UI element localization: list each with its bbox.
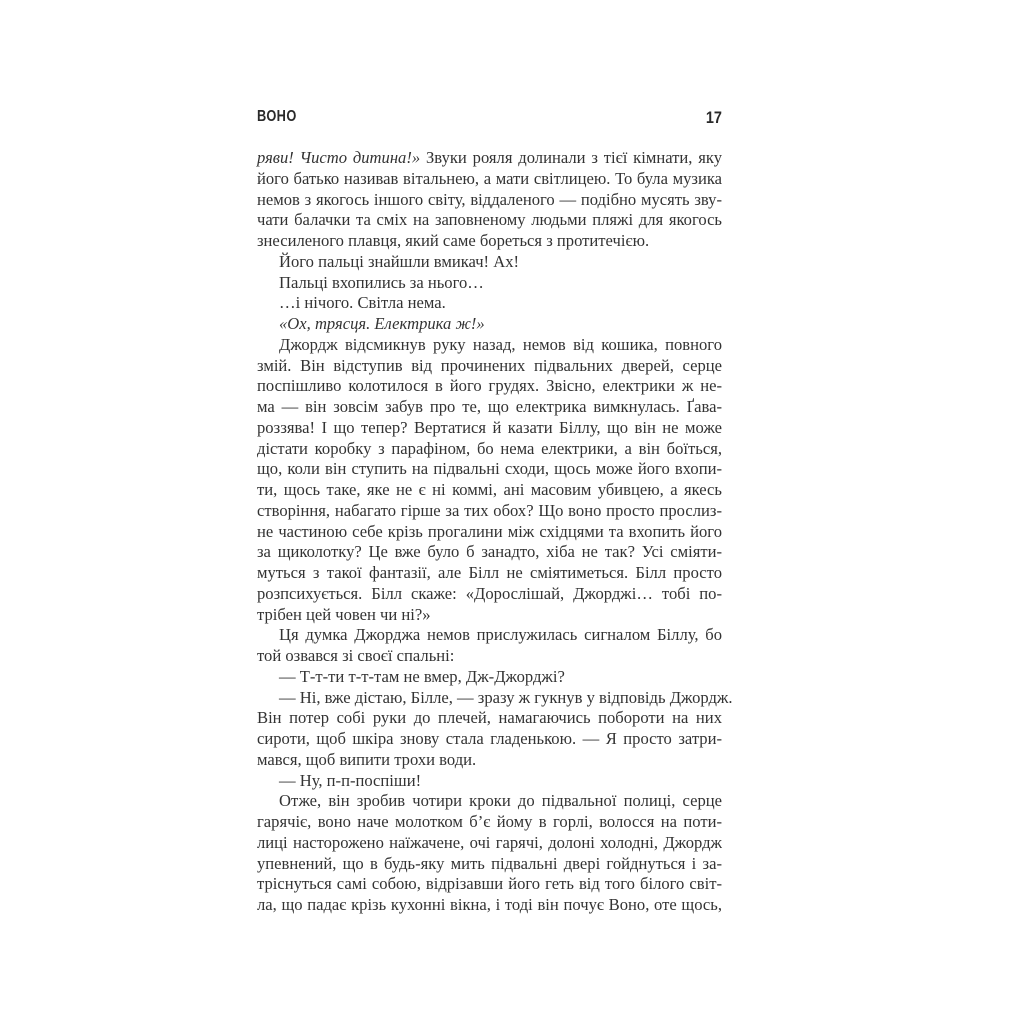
text-line <box>257 563 722 584</box>
line-text: — Ні, вже дістаю, Білле, — зразу ж гукнув у відповідь Джордж. <box>279 687 733 707</box>
line-text: ти, щось таке, яке не є ні коммі, ані масовим убивцею, а якесь <box>257 480 722 499</box>
line-text: Його пальці знайшли вмикач! Ах! <box>279 251 520 271</box>
line-text: сироти, щоб шкіра знову стала гладенькою. — Я просто затри- <box>257 729 722 748</box>
line-text: немов з якогось іншого світу, віддаленого — подібно мусять зву- <box>257 189 722 209</box>
line-text: чати балачки та сміх на заповненому людьми пляжі для якогось <box>257 210 722 230</box>
line-text: трібен цей човен чи ні?» <box>257 604 431 624</box>
text-line <box>257 190 722 211</box>
text-line <box>257 439 722 460</box>
line-text: Пальці вхопились за нього… <box>279 272 484 292</box>
text-line <box>257 231 722 252</box>
text-line <box>257 812 722 833</box>
line-text: що, коли він ступить на підвальні сходи, щось може його вхопи- <box>257 459 722 479</box>
line-text: його батько називав вітальнею, а мати світлицею. То була музика <box>257 168 722 188</box>
line-text: за щиколотку? Це вже було б занадто, хіба не так? Усі сміяти- <box>257 542 722 562</box>
text-line <box>257 480 722 501</box>
text-line <box>257 895 722 916</box>
running-header-title: ВОНО <box>257 108 297 125</box>
text-line <box>257 169 722 190</box>
line-text: Звуки рояля долинали з тієї кімнати, яку <box>420 148 723 167</box>
text-line <box>257 397 722 418</box>
text-line <box>257 687 733 709</box>
text-line <box>257 584 722 605</box>
text-line <box>257 771 722 792</box>
line-text: — Ну, п-п-поспіши! <box>279 770 422 790</box>
italic-text: «Ох, трясця. Електрика ж!» <box>279 314 485 333</box>
page-number: 17 <box>705 108 722 127</box>
text-line <box>257 667 722 688</box>
line-text: тріснуться самі собою, відрізавши його геть від того білого світ- <box>257 874 722 894</box>
line-text: знесиленого плавця, який саме бореться з протитечією. <box>257 231 650 250</box>
line-text: ла, що падає крізь кухонні вікна, і тоді він почує Воно, оте щось, <box>257 895 722 914</box>
line-text: той озвався зі своєї спальні: <box>257 646 455 665</box>
text-line <box>257 459 722 480</box>
line-text: змій. Він відступив від прочинених підвальних дверей, серце <box>257 355 722 375</box>
line-text: ма — він зовсім забув про те, що електрика вимкнулась. Ґава- <box>257 397 722 416</box>
line-text: гарячіє, воно наче молотком б’є йому в горлі, волосся на поти- <box>257 812 722 831</box>
italic-text: ряви! Чисто дитина!» <box>257 148 421 167</box>
text-line <box>257 542 722 563</box>
text-line <box>257 791 722 812</box>
body-text <box>257 148 733 916</box>
text-line <box>257 335 722 356</box>
text-line <box>257 356 722 377</box>
text-line <box>257 418 722 439</box>
text-line <box>257 252 722 273</box>
line-text: лиці настороженo наїжачене, очі гарячі, долоні холодні, Джордж <box>257 832 722 852</box>
text-line <box>257 750 722 771</box>
text-line <box>257 376 722 397</box>
text-line <box>257 729 722 750</box>
line-text: мався, щоб випити трохи води. <box>257 749 477 769</box>
text-line <box>257 708 722 729</box>
line-text: створіння, набагато гірше за тих обох? Що воно просто прослиз- <box>257 500 722 520</box>
line-text: роззява! І що тепер? Вертатися й казати Біллу, що він не може <box>257 417 722 437</box>
line-text: …і нічого. Світла нема. <box>279 293 446 313</box>
line-text: Він потер собі руки до плечей, намагаючись побороти на них <box>257 708 722 728</box>
text-line <box>257 854 722 875</box>
text-line <box>257 314 722 335</box>
line-text: — Т-т-ти т-т-там не вмер, Дж-Джорджі? <box>279 666 565 686</box>
text-line <box>257 501 722 522</box>
text-line <box>257 273 722 294</box>
text-line <box>257 148 722 169</box>
line-text: не частиною себе крізь прогалини між східцями та вхопить його <box>257 521 722 541</box>
line-text: Джордж відсмикнув руку назад, немов від кошика, повного <box>279 334 722 354</box>
line-text: поспішливо колотилося в його грудях. Звісно, електрики ж не- <box>257 376 722 396</box>
text-line <box>257 605 722 626</box>
line-text: дістати коробку з парафіном, бо нема електрики, а він боїться, <box>257 438 722 458</box>
text-line <box>257 874 722 895</box>
text-line <box>257 646 722 667</box>
line-text: Отже, він зробив чотири кроки до підвальної полиці, серце <box>279 791 722 811</box>
text-line <box>257 522 722 543</box>
line-text: Ця думка Джорджа немов прислужилась сигналом Біллу, бо <box>279 625 722 645</box>
line-text: муться з такої фантазії, але Білл не сміятиметься. Білл просто <box>257 563 722 582</box>
text-line <box>257 210 722 231</box>
text-line <box>257 625 722 646</box>
line-text: упевнений, що в будь-яку мить підвальні двері гойднуться і за- <box>257 853 722 873</box>
line-text: розпсихується. Білл скаже: «Дорослішай, Джорджі… тобі по- <box>257 583 722 603</box>
text-line <box>257 293 722 314</box>
text-line <box>257 833 722 854</box>
